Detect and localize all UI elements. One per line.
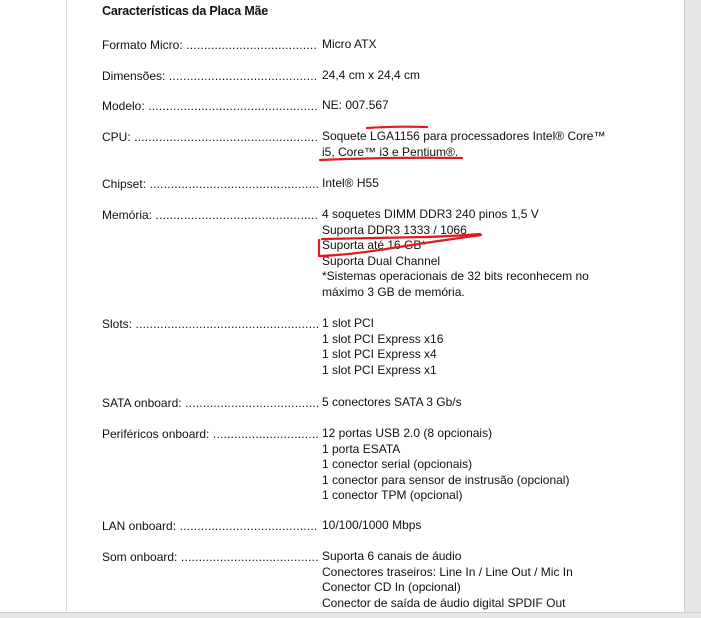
label-perifericos: Periféricos onboard: .....: [102, 427, 318, 441]
document-page: [67, 0, 684, 612]
value-line: 1 porta ESATA: [322, 441, 401, 456]
label-cpu: CPU: .....: [102, 130, 318, 144]
value-line: Conector CD In (opcional): [322, 580, 461, 595]
label-sata: SATA onboard: .....: [102, 396, 318, 410]
value-line: 1 conector para sensor de instrusão (opcional): [322, 472, 570, 487]
value-line: NE: 007.567: [322, 98, 389, 112]
label-chipset: Chipset: .....: [102, 177, 318, 191]
value-line: 24,4 cm x 24,4 cm: [322, 68, 421, 82]
label-dimensoes: Dimensões: .....: [102, 69, 318, 83]
value-line: Suporta 6 canais de áudio: [322, 549, 462, 563]
value-line: 5 conectores SATA 3 Gb/s: [322, 395, 462, 409]
annotation-underline-cpu-line2: [320, 158, 462, 160]
label-formato: Formato Micro: .....: [102, 38, 318, 52]
label-lan: LAN onboard: .....: [102, 519, 318, 533]
value-line: 1 slot PCI Express x4: [322, 347, 437, 362]
value-line: Suporta DDR3 1333 / 1066: [322, 222, 467, 237]
value-line: 10/100/1000 Mbps: [322, 518, 422, 532]
label-slots: Slots: .....: [102, 317, 318, 331]
value-line: 12 portas USB 2.0 (8 opcionais): [322, 426, 493, 440]
viewer-bottom-margin: [0, 612, 701, 618]
value-line: 4 soquetes DIMM DDR3 240 pinos 1,5 V: [322, 207, 539, 221]
annotation-layer: [67, 0, 684, 612]
value-line: 1 slot PCI Express x16: [322, 331, 444, 346]
label-som: Som onboard: .....: [102, 550, 318, 564]
viewer-left-margin: [0, 0, 66, 618]
annotation-underline-lga1156: [367, 127, 427, 128]
value-line: 1 slot PCI: [322, 316, 375, 330]
value-line: 1 conector TPM (opcional): [322, 488, 463, 503]
value-line: 1 slot PCI Express x1: [322, 362, 437, 377]
value-line: Conector de saída de áudio digital SPDIF Out: [322, 595, 566, 610]
value-line: Micro ATX: [322, 37, 377, 51]
value-cpu: Soquete LGA1156 para processadores Intel® Core™ i5, Core™ i3 e Pentium®.: [322, 129, 606, 159]
viewer-right-margin: [684, 0, 701, 618]
label-modelo: Modelo: .....: [102, 99, 318, 113]
document-title: Características da Placa Mãe: [102, 4, 269, 18]
label-memoria: Memória: .....: [102, 208, 318, 222]
value-memoria-note: *Sistemas operacionais de 32 bits reconhecem no máximo 3 GB de memória.: [322, 269, 589, 299]
value-line: Suporta até 16 GB*: [322, 238, 427, 253]
value-line: 1 conector serial (opcionais): [322, 457, 473, 472]
value-line: Suporta Dual Channel: [322, 253, 441, 268]
value-line: Conectores traseiros: Line In / Line Out / Mic In: [322, 564, 573, 579]
value-line: Intel® H55: [322, 176, 379, 190]
